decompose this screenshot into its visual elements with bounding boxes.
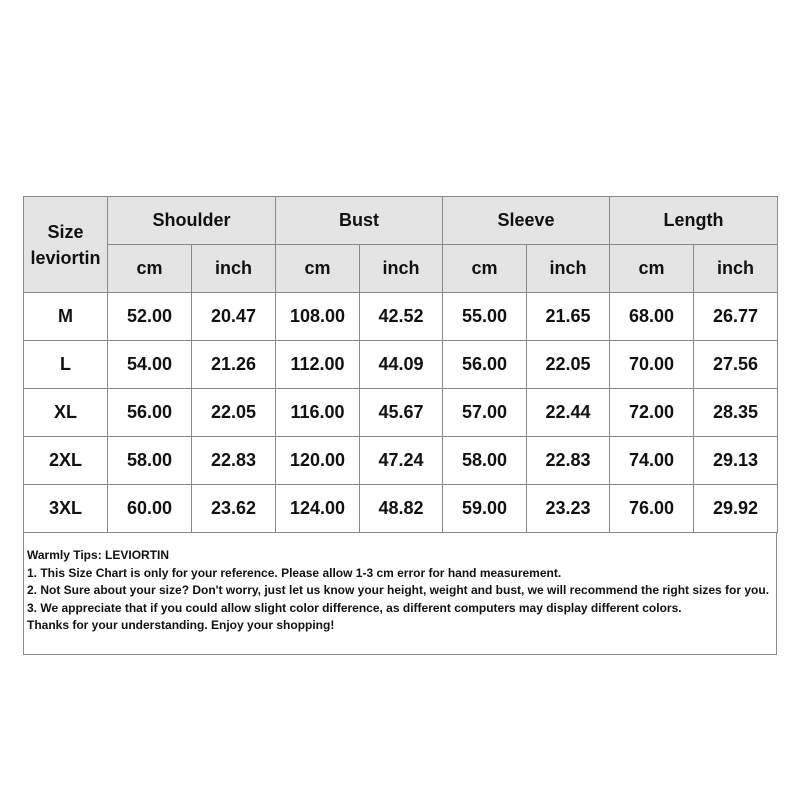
table-row xyxy=(24,293,778,341)
size-cell: 2XL xyxy=(24,437,108,485)
group-header-sleeve: Sleeve xyxy=(443,197,610,245)
group-header-bust: Bust xyxy=(276,197,443,245)
measurement-cell: 29.92 xyxy=(694,485,778,533)
measurement-cell: 76.00 xyxy=(610,485,694,533)
unit-header: cm xyxy=(443,245,527,293)
size-chart xyxy=(23,196,777,655)
size-table-body xyxy=(24,293,778,533)
warmly-tips xyxy=(23,533,777,655)
table-row xyxy=(24,341,778,389)
measurement-cell: 23.23 xyxy=(527,485,610,533)
measurement-cell: 55.00 xyxy=(443,293,527,341)
measurement-cell: 56.00 xyxy=(443,341,527,389)
unit-header: cm xyxy=(276,245,360,293)
measurement-cell: 108.00 xyxy=(276,293,360,341)
measurement-cell: 22.05 xyxy=(192,389,276,437)
measurement-cell: 120.00 xyxy=(276,437,360,485)
measurement-cell: 21.26 xyxy=(192,341,276,389)
measurement-cell: 74.00 xyxy=(610,437,694,485)
measurement-cell: 22.44 xyxy=(527,389,610,437)
tips-line: 2. Not Sure about your size? Don't worry, just let us know your height, weight and bust, we will recommend the right sizes for you. xyxy=(27,583,770,597)
measurement-cell: 20.47 xyxy=(192,293,276,341)
measurement-cell: 116.00 xyxy=(276,389,360,437)
group-header-length: Length xyxy=(610,197,778,245)
group-header-shoulder: Shoulder xyxy=(108,197,276,245)
measurement-cell: 58.00 xyxy=(443,437,527,485)
measurement-cell: 44.09 xyxy=(360,341,443,389)
size-table xyxy=(23,196,778,533)
size-header-line2: leviortin xyxy=(30,247,101,268)
unit-header: inch xyxy=(694,245,778,293)
measurement-cell: 124.00 xyxy=(276,485,360,533)
measurement-cell: 45.67 xyxy=(360,389,443,437)
unit-header: inch xyxy=(360,245,443,293)
measurement-cell: 56.00 xyxy=(108,389,192,437)
measurement-cell: 47.24 xyxy=(360,437,443,485)
measurement-cell: 68.00 xyxy=(610,293,694,341)
size-header-line1: Size xyxy=(47,221,84,242)
size-column-header xyxy=(24,197,108,293)
table-row xyxy=(24,437,778,485)
measurement-cell: 26.77 xyxy=(694,293,778,341)
table-row xyxy=(24,485,778,533)
unit-header: cm xyxy=(108,245,192,293)
unit-header: inch xyxy=(527,245,610,293)
measurement-cell: 112.00 xyxy=(276,341,360,389)
measurement-cell: 42.52 xyxy=(360,293,443,341)
measurement-cell: 60.00 xyxy=(108,485,192,533)
measurement-cell: 48.82 xyxy=(360,485,443,533)
unit-header: inch xyxy=(192,245,276,293)
size-cell: L xyxy=(24,341,108,389)
measurement-cell: 22.83 xyxy=(192,437,276,485)
tips-line: 3. We appreciate that if you could allow slight color difference, as different computers may display different colors. xyxy=(27,600,682,615)
size-cell: M xyxy=(24,293,108,341)
measurement-cell: 28.35 xyxy=(694,389,778,437)
measurement-cell: 70.00 xyxy=(610,341,694,389)
tips-line: 1. This Size Chart is only for your reference. Please allow 1-3 cm error for hand measurement. xyxy=(27,565,562,580)
table-row xyxy=(24,389,778,437)
measurement-cell: 29.13 xyxy=(694,437,778,485)
measurement-cell: 22.05 xyxy=(527,341,610,389)
measurement-cell: 57.00 xyxy=(443,389,527,437)
size-cell: XL xyxy=(24,389,108,437)
measurement-cell: 54.00 xyxy=(108,341,192,389)
measurement-cell: 72.00 xyxy=(610,389,694,437)
measurement-cell: 59.00 xyxy=(443,485,527,533)
measurement-cell: 58.00 xyxy=(108,437,192,485)
tips-line: Thanks for your understanding. Enjoy your shopping! xyxy=(27,618,335,632)
measurement-cell: 52.00 xyxy=(108,293,192,341)
tips-title: Warmly Tips: LEVIORTIN xyxy=(27,548,170,562)
measurement-cell: 22.83 xyxy=(527,437,610,485)
measurement-cell: 23.62 xyxy=(192,485,276,533)
measurement-cell: 21.65 xyxy=(527,293,610,341)
measurement-cell: 27.56 xyxy=(694,341,778,389)
size-cell: 3XL xyxy=(24,485,108,533)
unit-header: cm xyxy=(610,245,694,293)
